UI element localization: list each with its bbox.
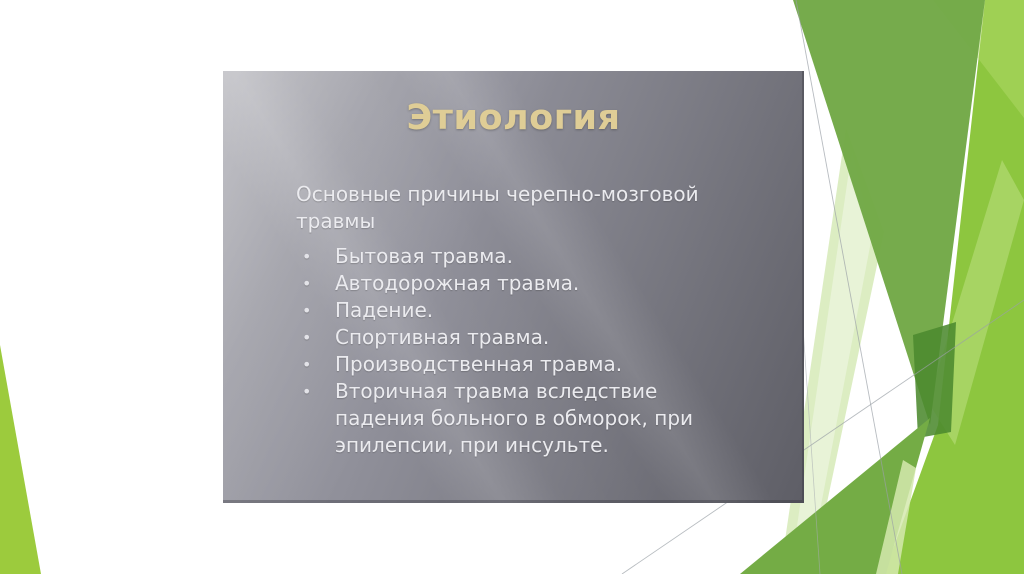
bullet-item: • Вторичная травма вследствие падения больного в обморок, при эпилепсии, при инсульте. [296,378,733,459]
bullet-item: • Бытовая травма. [296,243,733,270]
bullet-item: • Падение. [296,297,733,324]
bullet-item: • Автодорожная травма. [296,270,733,297]
green-overlap-dark [913,322,956,438]
bullet-item: • Спортивная травма. [296,324,733,351]
slide-title: Этиология [406,98,621,138]
bullet-list [296,243,764,459]
content-panel [223,71,804,503]
intro-text: Основные причины черепно-мозговой травмы [296,182,699,233]
green-wedge-bottom-left [0,345,41,574]
slide-body [223,139,804,459]
bullet-item: • Производственная травма. [296,351,733,378]
